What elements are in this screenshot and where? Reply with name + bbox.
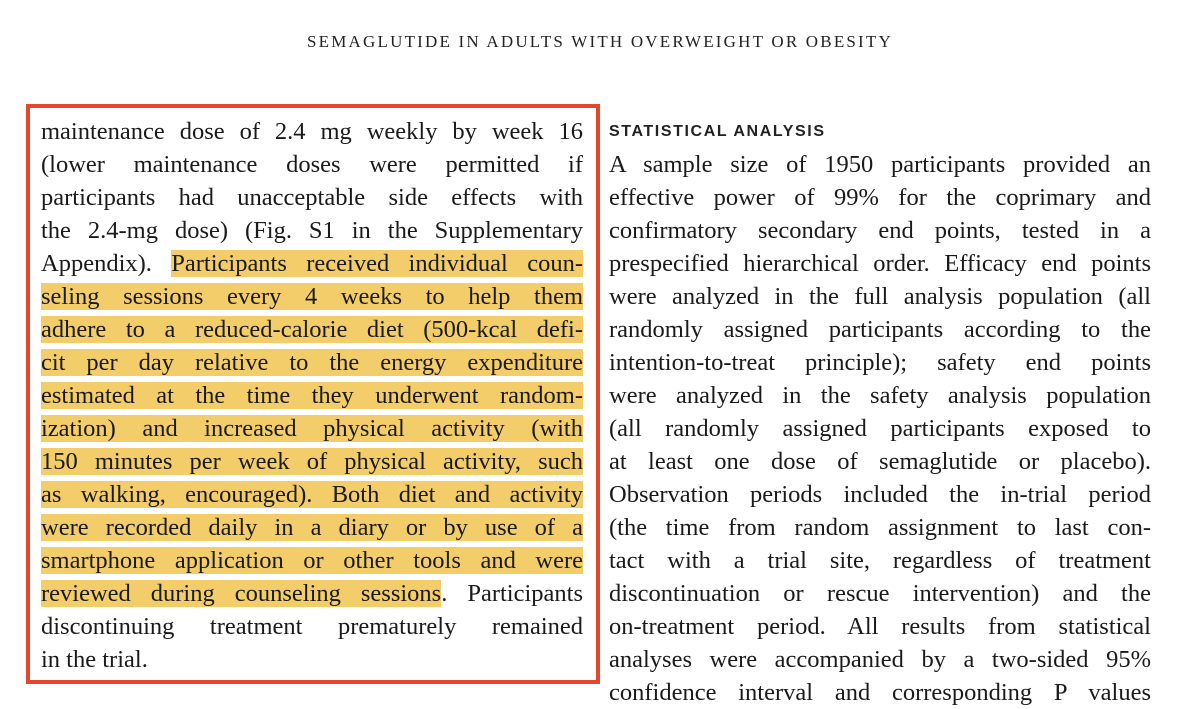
paragraph-line [41, 478, 583, 511]
paragraph-line: Observation periods included the in-trial period [609, 481, 1151, 508]
paragraph-line: analyses were accompanied by a two-sided 95% [609, 646, 1151, 673]
paragraph-line [41, 313, 583, 346]
highlighted-text: were recorded daily in a diary or by use of a [41, 514, 583, 541]
highlighted-text: cit per day relative to the energy expenditure [41, 349, 583, 376]
paragraph-line: tact with a trial site, regardless of treatment [609, 547, 1151, 574]
paragraph-line: in the trial. [41, 646, 148, 673]
paragraph-line: were analyzed in the full analysis population (all [609, 283, 1151, 310]
paragraph-line [41, 544, 583, 577]
right-column [609, 115, 1151, 709]
paragraph-line: A sample size of 1950 participants provided an [609, 151, 1151, 178]
paragraph-line [41, 511, 583, 544]
paragraph-line [41, 445, 583, 478]
paragraph-line: confirmatory secondary end points, tested in a [609, 217, 1151, 244]
paragraph-line: prespecified hierarchical order. Efficacy end points [609, 250, 1151, 277]
paragraph-line: (the time from random assignment to last con- [609, 514, 1151, 541]
paragraph-line: reviewed during counseling sessions. Participants [41, 580, 583, 607]
paragraph-line: (all randomly assigned participants exposed to [609, 415, 1151, 442]
paragraph-line: were analyzed in the safety analysis population [609, 382, 1151, 409]
left-column [41, 115, 583, 676]
running-head: SEMAGLUTIDE IN ADULTS WITH OVERWEIGHT OR OBESITY [307, 32, 893, 51]
highlighted-text: as walking, encouraged). Both diet and activity [41, 481, 583, 508]
paragraph-line: participants had unacceptable side effects with [41, 184, 583, 211]
paragraph-line: randomly assigned participants according to the [609, 316, 1151, 343]
paragraph-line: discontinuation or rescue intervention) and the [609, 580, 1151, 607]
highlighted-text: seling sessions every 4 weeks to help them [41, 283, 583, 310]
highlighted-text: 150 minutes per week of physical activity, such [41, 448, 583, 475]
paragraph-line [41, 346, 583, 379]
paragraph-line: maintenance dose of 2.4 mg weekly by week 16 [41, 118, 583, 145]
paragraph-line [41, 412, 583, 445]
paragraph-line [41, 379, 583, 412]
paragraph-line: (lower maintenance doses were permitted if [41, 151, 583, 178]
paragraph-line: effective power of 99% for the coprimary and [609, 184, 1151, 211]
highlighted-text: Participants received individual coun- [171, 250, 583, 277]
paragraph-line [41, 280, 583, 313]
highlighted-text: reviewed during counseling sessions [41, 580, 442, 607]
highlighted-text: smartphone application or other tools and were [41, 547, 583, 574]
highlighted-text: adhere to a reduced-calorie diet (500-kcal defi- [41, 316, 583, 343]
paragraph-line: at least one dose of semaglutide or placebo). [609, 448, 1151, 475]
paragraph-line: confidence interval and corresponding P values [609, 679, 1151, 706]
paragraph-line: Appendix). Participants received individual coun- [41, 250, 583, 277]
paragraph-line: on-treatment period. All results from statistical [609, 613, 1151, 640]
section-heading: STATISTICAL ANALYSIS [609, 123, 826, 140]
highlighted-text: ization) and increased physical activity (with [41, 415, 583, 442]
highlighted-text: estimated at the time they underwent random- [41, 382, 583, 409]
paragraph-line: discontinuing treatment prematurely remained [41, 613, 583, 640]
paragraph-line: the 2.4-mg dose) (Fig. S1 in the Supplementary [41, 217, 583, 244]
paragraph-line: intention-to-treat principle); safety end points [609, 349, 1151, 376]
